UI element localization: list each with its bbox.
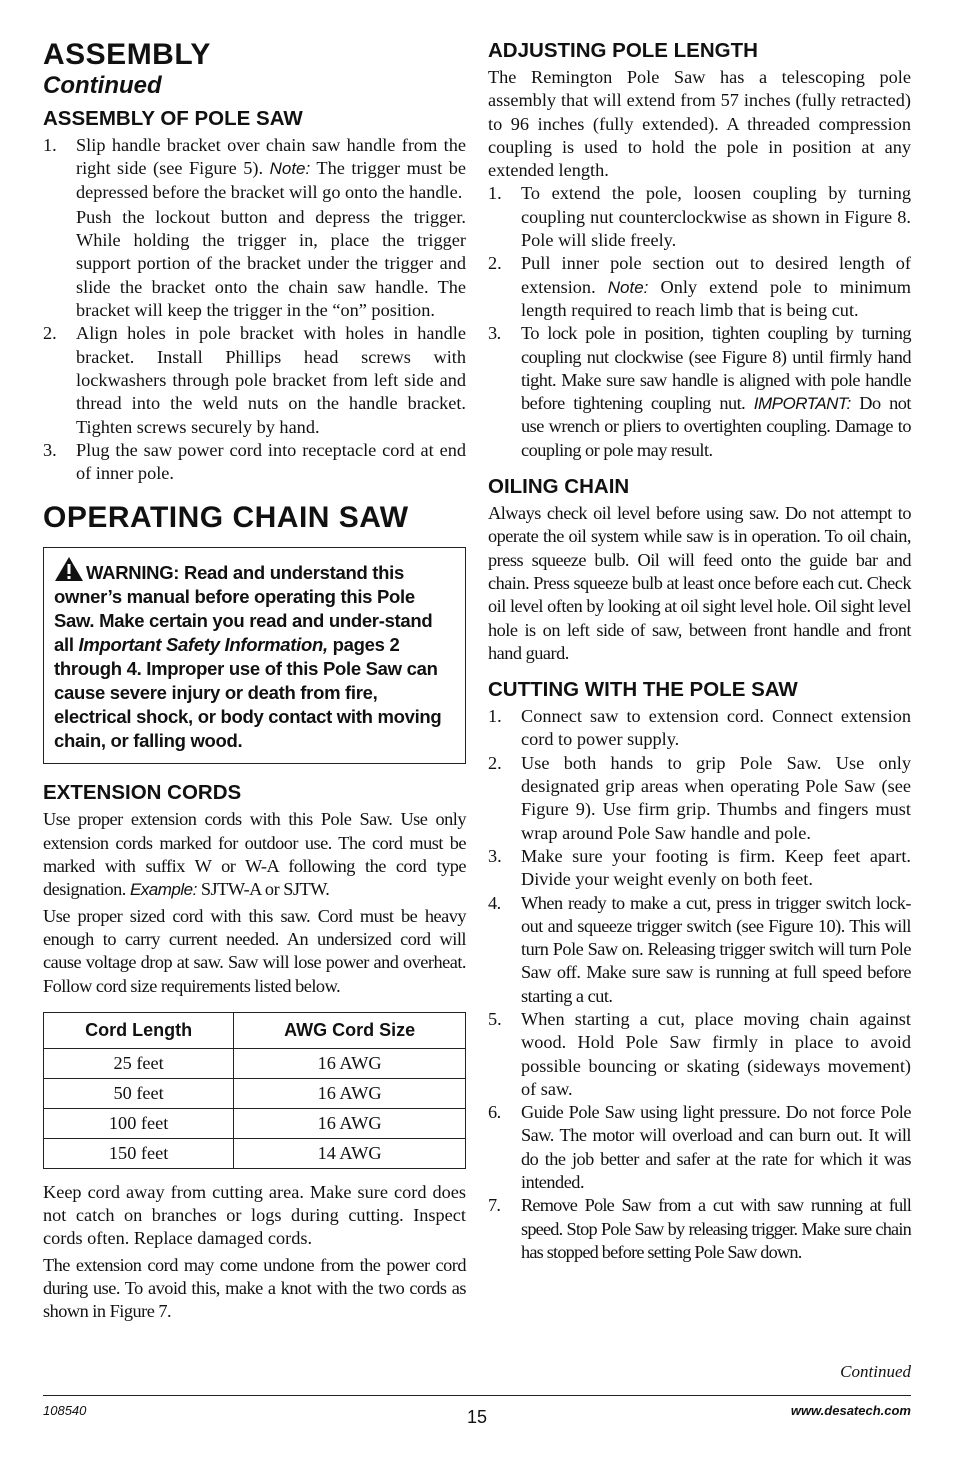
step-number: 1. <box>488 183 502 204</box>
list-item <box>488 892 911 1008</box>
list-item <box>488 845 911 892</box>
step-subparagraph: Push the lockout button and depress the trigger. While holding the trigger in, place the trigger support portion of the bracket under the trigger and slide the bracket onto the chain saw handle. The bracket will keep the trigger in the “on” position. <box>76 206 466 321</box>
list-item <box>488 1194 911 1264</box>
list-item <box>43 134 466 322</box>
list-item <box>43 439 466 486</box>
list-item <box>488 322 911 462</box>
step-text: Do not use wrench or pliers to overtighten coupling. Damage to coupling or pole may result. <box>521 393 912 460</box>
paragraph-text: SJTW-A or SJTW. <box>196 879 330 900</box>
list-item <box>488 705 911 752</box>
table-cell: 50 feet <box>44 1078 234 1108</box>
step-number: 2. <box>488 253 502 274</box>
document-number: 108540 <box>43 1403 87 1418</box>
step-text: Slip handle bracket over chain saw handle from the right side (see Figure 5). <box>76 135 466 179</box>
step-number: 3. <box>43 439 57 460</box>
paragraph: Use proper sized cord with this saw. Cord must be heavy enough to carry current needed. An undersized cord will cause voltage drop at saw. Saw will lose power and overheat. Follow cord size requirements listed below. <box>43 905 466 996</box>
heading-cutting-with-pole-saw: CUTTING WITH THE POLE SAW <box>488 678 798 702</box>
continued-label: Continued <box>840 1362 911 1381</box>
table-row <box>44 1078 466 1108</box>
example-label: Example: <box>129 880 197 900</box>
page-number: 15 <box>466 1407 488 1427</box>
table-cell: 150 feet <box>44 1138 234 1168</box>
important-label: IMPORTANT: <box>753 394 851 414</box>
step-number: 3. <box>488 845 502 866</box>
step-number: 3. <box>488 323 501 344</box>
step-text: Align holes in pole bracket with holes in handle bracket. Install Phillips head screws with lockwashers through pole bracket from left side and thread into the weld nuts on the handle bracket. Tighten screws securely by hand. <box>76 323 466 437</box>
table-header: AWG Cord Size <box>234 1012 466 1048</box>
assembly-steps-list <box>43 134 466 485</box>
paragraph: Always check oil level before using saw. Do not attempt to operate the oil system while saw is in operation. To oil chain, press squeeze bulb. Oil will feed onto the guide bar and chain. Press squeeze bulb at least once before each cut. Check oil level often by looking at oil sight level hole. Oil sight level hole is on left side of saw, between front handle and front hand guard. <box>488 503 911 663</box>
step-text: When ready to make a cut, press in trigger switch lock-out and squeeze trigger switch (see Figure 10). This will turn Pole Saw on. Releasing trigger switch will turn Pole Saw off. Make sure saw is running at full speed before starting a cut. <box>521 892 911 1006</box>
step-number: 2. <box>43 323 57 344</box>
footer-divider <box>43 1395 911 1396</box>
paragraph: Keep cord away from cutting area. Make sure cord does not catch on branches or logs during cutting. Inspect cords often. Replace damaged cords. <box>43 1181 466 1249</box>
adjusting-steps-list <box>488 182 911 462</box>
step-text: Pull inner pole section out to desired length of extension. <box>521 253 911 297</box>
heading-assembly-of-pole-saw: ASSEMBLY OF POLE SAW <box>43 107 303 130</box>
cutting-steps-list <box>488 705 911 1264</box>
heading-extension-cords: EXTENSION CORDS <box>43 781 242 805</box>
step-text: Use both hands to grip Pole Saw. Use only designated grip areas when operating Pole Saw (see Figure 9). Use firm grip. Thumbs and fingers must wrap around Pole Saw handle and pole. <box>521 752 911 843</box>
step-number: 4. <box>488 892 501 913</box>
warning-triangle-icon <box>54 556 84 582</box>
right-column <box>488 38 911 1264</box>
step-number: 1. <box>488 706 502 727</box>
step-text: Only extend pole to minimum length required to reach limb that is being cut. <box>521 276 911 320</box>
table-row <box>44 1138 466 1168</box>
step-text: Make sure your footing is firm. Keep feet apart. Divide your weight evenly on both feet. <box>521 845 911 890</box>
table-cell: 25 feet <box>44 1048 234 1078</box>
table-row <box>44 1048 466 1078</box>
step-text: Remove Pole Saw from a cut with saw running at full speed. Stop Pole Saw by releasing trigger. Make sure chain has stopped before setting Pole Saw down. <box>521 1195 911 1262</box>
step-number: 2. <box>488 752 502 773</box>
warning-box <box>43 547 466 764</box>
list-item <box>488 752 911 845</box>
step-number: 6. <box>488 1102 501 1123</box>
website-link[interactable]: www.desatech.com <box>790 1403 911 1418</box>
warning-text: pages 2 through 4. Improper use of this Pole Saw can cause severe injury or death from fire, electrical shock, or body contact with moving chain, or falling wood. <box>54 634 442 752</box>
paragraph-text: Use proper extension cords with this Pole Saw. Use only extension cords marked for outdoor use. The cord must be marked with suffix W or W-A following the cord type designation. <box>43 809 466 900</box>
section-subtitle-continued: Continued <box>43 72 162 99</box>
step-text: Guide Pole Saw using light pressure. Do not force Pole Saw. The motor will overload and can burn out. It will do the job better and safer at the rate for which it was intended. <box>521 1102 911 1193</box>
step-text: The trigger must be depressed before the bracket will go onto the handle. <box>76 158 466 202</box>
table-cell: 14 AWG <box>234 1138 466 1168</box>
list-item <box>488 1008 911 1101</box>
step-number: 1. <box>43 135 57 155</box>
table-cell: 16 AWG <box>234 1048 466 1078</box>
heading-adjusting-pole-length: ADJUSTING POLE LENGTH <box>488 39 758 62</box>
step-text: Plug the saw power cord into receptacle cord at end of inner pole. <box>76 439 466 484</box>
step-text: To extend the pole, loosen coupling by turning coupling nut counterclockwise as shown in Figure 8. Pole will slide freely. <box>521 183 911 251</box>
list-item <box>488 1101 911 1194</box>
cord-size-table <box>43 1012 466 1169</box>
step-text: To lock pole in position, tighten coupling by turning coupling nut clockwise (see Figure 8) until firmly hand tight. Make sure saw handle is aligned with pole handle before tightening coupling nut. <box>521 323 911 414</box>
table-header: Cord Length <box>44 1012 234 1048</box>
list-item <box>43 322 466 438</box>
table-cell: 100 feet <box>44 1108 234 1138</box>
list-item <box>488 182 911 252</box>
paragraph: The extension cord may come undone from the power cord during use. To avoid this, make a knot with the two cords as shown in Figure 7. <box>43 1254 466 1322</box>
table-row <box>44 1108 466 1138</box>
step-number: 7. <box>488 1195 501 1216</box>
paragraph: The Remington Pole Saw has a telescoping pole assembly that will extend from 57 inches (fully retracted) to 96 inches (fully extended). A threaded compression coupling is used to hold the pole in position at any extended length. <box>488 67 911 181</box>
note-label: Note: <box>269 159 311 179</box>
section-title-assembly: ASSEMBLY <box>43 38 211 71</box>
section-title-operating-chain-saw: OPERATING CHAIN SAW <box>43 501 409 535</box>
step-text: When starting a cut, place moving chain against wood. Hold Pole Saw firmly in place to avoid possible bouncing or skating (sideways movement) of saw. <box>521 1008 911 1099</box>
note-label: Note: <box>607 277 649 297</box>
table-header-row <box>44 1012 466 1048</box>
warning-text-italic: Important Safety Information, <box>78 634 328 656</box>
table-cell: 16 AWG <box>234 1078 466 1108</box>
table-cell: 16 AWG <box>234 1108 466 1138</box>
left-column <box>43 38 466 1324</box>
step-text: Connect saw to extension cord. Connect extension cord to power supply. <box>521 706 911 750</box>
warning-text: WARNING: Read and understand this owner’s manual before operating this Pole Saw. Make certain you read and under-stand all <box>54 562 433 656</box>
paragraph <box>43 808 466 901</box>
list-item <box>488 252 911 322</box>
heading-oiling-chain: OILING CHAIN <box>488 475 630 499</box>
step-number: 5. <box>488 1008 502 1029</box>
